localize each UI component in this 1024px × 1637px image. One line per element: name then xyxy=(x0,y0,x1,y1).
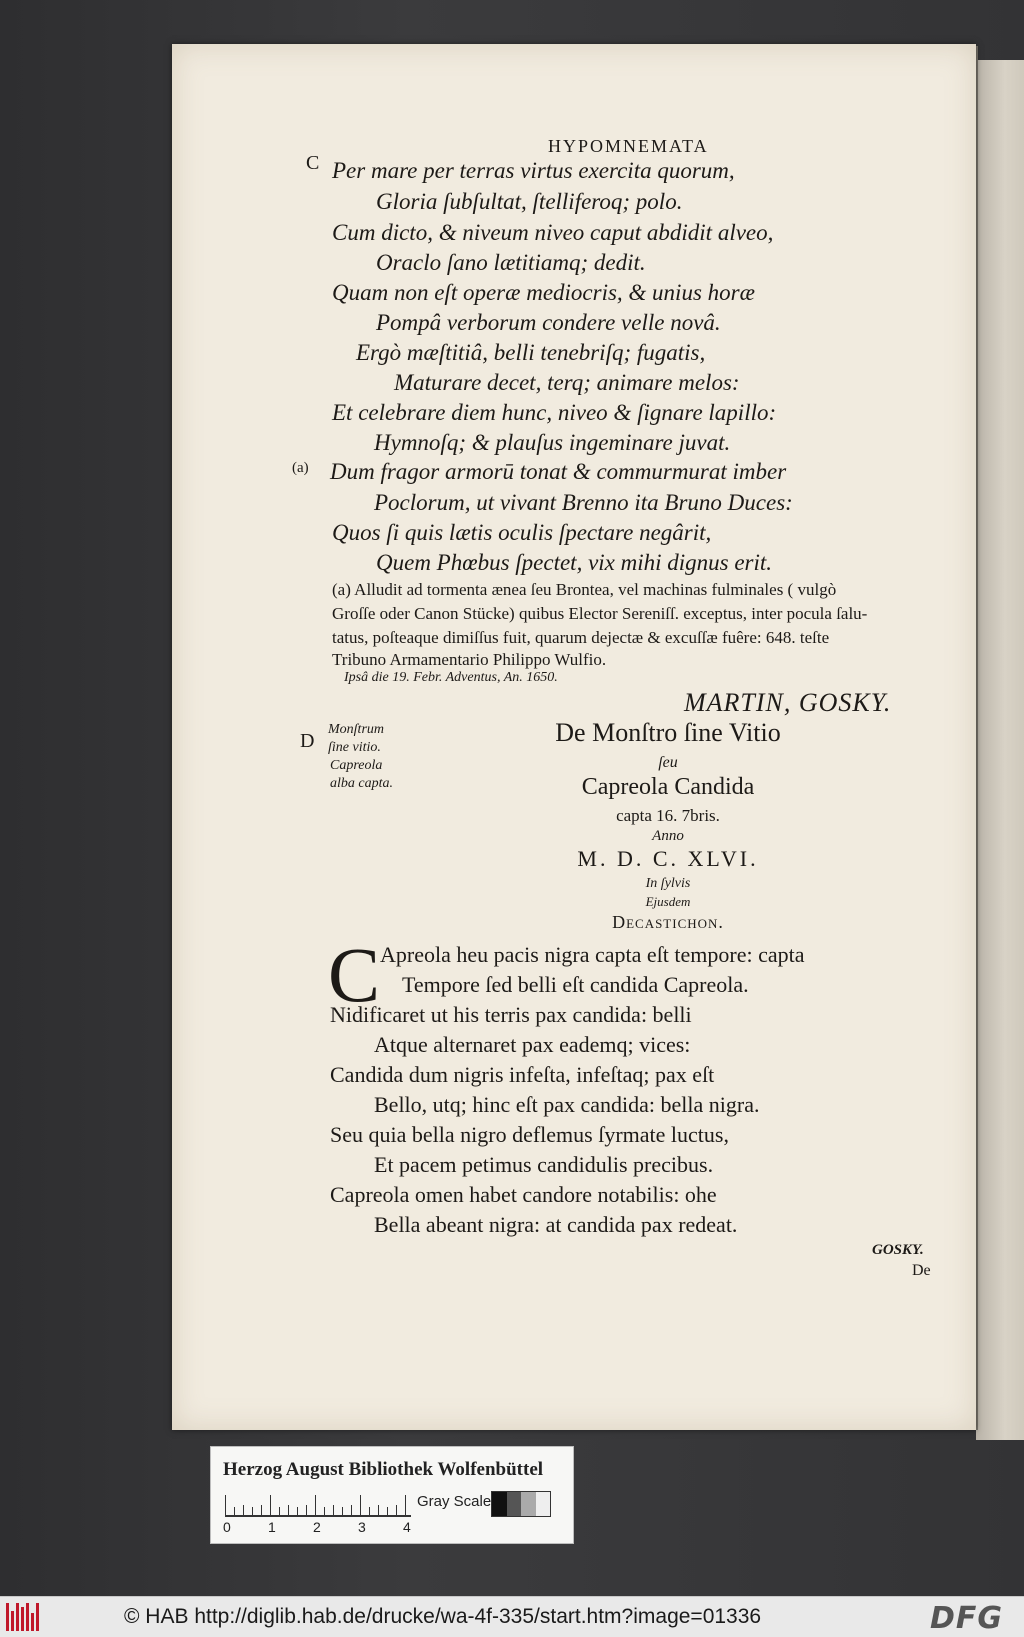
title-ejusdem: Ejusdem xyxy=(645,894,691,909)
verse-line: Pompâ verborum condere velle novâ. xyxy=(376,310,721,335)
verse-line: Ergò mæſtitiâ, belli tenebriſq; fugatis, xyxy=(356,340,706,365)
verse-line: Maturare decet, terq; animare melos: xyxy=(394,370,740,395)
poem-line: Et pacem petimus candidulis precibus. xyxy=(374,1152,714,1177)
footnote-line: tatus, poſteaque dimiſſus fuit, quarum dejectæ & excuſſæ fuêre: 648. teſte xyxy=(332,628,830,647)
ruler-number: 1 xyxy=(268,1519,276,1535)
verse-line: Quos ſi quis lætis oculis ſpectare negârit, xyxy=(332,520,712,545)
dfg-logo: DFG xyxy=(930,1601,1004,1636)
verse-line: Cum dicto, & niveum niveo caput abdidit alveo, xyxy=(332,220,774,245)
running-head: HYPOMNEMATA xyxy=(548,136,709,156)
sidenote-line: ſine vitio. xyxy=(328,740,381,755)
catchword: De xyxy=(912,1262,931,1279)
poem-line: Capreola omen habet candore notabilis: ohe xyxy=(330,1182,717,1207)
poem-line: Atque alternaret pax eademq; vices: xyxy=(374,1032,691,1057)
gray-swatch xyxy=(492,1492,507,1516)
source-link[interactable]: © HAB http://diglib.hab.de/drucke/wa-4f-335/start.htm?image=01336 xyxy=(124,1605,762,1628)
title-decastichon: Decastichon. xyxy=(612,912,724,932)
gray-scale-label: Gray Scale xyxy=(417,1493,492,1510)
ruler-number: 2 xyxy=(313,1519,321,1535)
gray-scale-swatches xyxy=(491,1491,551,1517)
verse-line: Quem Phœbus ſpectet, vix mihi dignus erit. xyxy=(376,550,773,575)
sidenote-line: Capreola xyxy=(330,758,383,773)
poem-line: Nidificaret ut his terris pax candida: belli xyxy=(330,1002,692,1027)
poem-line: Seu quia bella nigro deflemus ſyrmate luctus, xyxy=(330,1122,729,1147)
author-signature: MARTIN, GOSKY. xyxy=(684,688,892,717)
verse-line: Oraclo ſano lætitiamq; dedit. xyxy=(376,250,646,275)
margin-note-a: (a) xyxy=(292,460,309,476)
ruler-number: 0 xyxy=(223,1519,231,1535)
margin-letter-c: C xyxy=(306,152,320,174)
title-in-sylvis: In ſylvis xyxy=(645,876,691,891)
poem-line: Bella abeant nigra: at candida pax redeat. xyxy=(374,1212,738,1237)
poem-line: Bello, utq; hinc eſt pax candida: bella nigra. xyxy=(374,1092,760,1117)
gray-swatch xyxy=(536,1492,551,1516)
sidenote-line: alba capta. xyxy=(330,776,393,791)
title-seu: ſeu xyxy=(658,754,678,771)
title-capreola: Capreola Candida xyxy=(581,774,755,800)
title-year: M. D. C. XLVI. xyxy=(577,846,759,871)
verse-line: Dum fragor armorū tonat & commurmurat imber xyxy=(330,459,787,484)
hab-barcode-icon xyxy=(6,1603,46,1631)
margin-letter-d: D xyxy=(300,730,315,752)
gray-swatch xyxy=(521,1492,536,1516)
verse-line: Et celebrare diem hunc, niveo & ſignare lapillo: xyxy=(332,400,777,425)
poem-title: De Monſtro ſine Vitio xyxy=(555,718,781,747)
viewer-footer xyxy=(0,1596,1024,1637)
poem-line: Candida dum nigris infeſta, infeſtaq; pax eſt xyxy=(330,1062,715,1087)
gray-swatch xyxy=(507,1492,522,1516)
poem-line: Apreola heu pacis nigra capta eſt tempore: capta xyxy=(380,942,805,967)
facing-page-edge xyxy=(976,60,1024,1440)
poem-line: Tempore ſed belli eſt candida Capreola. xyxy=(402,972,749,997)
signature-gosky: GOSKY. xyxy=(872,1242,924,1258)
verse-line: Quam non eſt operæ mediocris, & unius horæ xyxy=(332,280,755,305)
title-date: capta 16. 7bris. xyxy=(616,806,720,825)
library-color-card xyxy=(210,1446,574,1544)
verse-line: Per mare per terras virtus exercita quorum, xyxy=(332,158,735,183)
footnote-line: Tribuno Armamentario Philippo Wulfio. xyxy=(332,650,607,669)
footnote-line: (a) Alludit ad tormenta ænea ſeu Brontea, vel machinas fulminales ( vulgò xyxy=(332,580,837,599)
footnote-line: Groſſe oder Canon Stücke) quibus Elector Sereniſſ. exceptus, inter pocula ſalu- xyxy=(332,604,868,623)
ruler-number: 3 xyxy=(358,1519,366,1535)
ruler xyxy=(225,1495,411,1517)
drop-cap-initial: C xyxy=(328,931,381,1018)
verse-line: Gloria ſubſultat, ſtelliferoq; polo. xyxy=(376,189,683,214)
date-line: Ipsâ die 19. Febr. Adventus, An. 1650. xyxy=(344,670,558,685)
verse-line: Hymnoſq; & plauſus ingeminare juvat. xyxy=(374,430,731,455)
ruler-number: 4 xyxy=(403,1519,411,1535)
library-name: Herzog August Bibliothek Wolfenbüttel xyxy=(223,1459,544,1480)
verse-line: Poclorum, ut vivant Brenno ita Bruno Duces: xyxy=(374,490,793,515)
sidenote-line: Monſtrum xyxy=(328,722,384,737)
title-anno: Anno xyxy=(652,828,684,844)
